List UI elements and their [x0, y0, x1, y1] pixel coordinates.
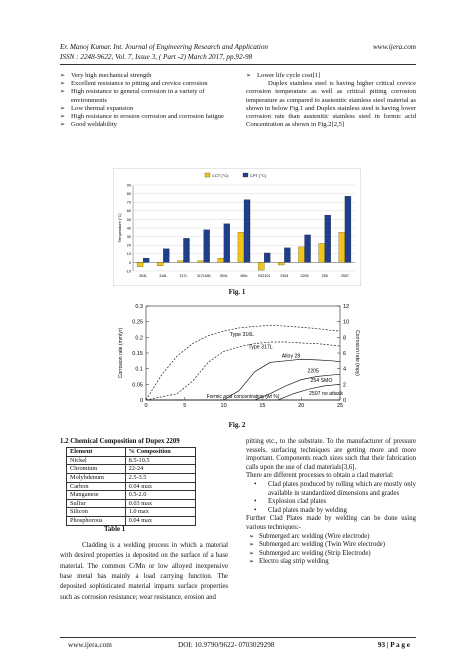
y-right-tick-label: 12	[343, 304, 350, 310]
y-axis-label: Corrosion rate (mm/yr)	[118, 327, 124, 379]
legend-label: CCT (°C)	[212, 173, 229, 178]
table-cell: Sulfur	[67, 499, 126, 508]
x-tick-label: 0	[144, 403, 148, 409]
list-item: ➢ Submerged arc welding (Wire electrode)	[246, 533, 416, 542]
bar	[305, 235, 311, 263]
y-right-tick-label: 10	[343, 319, 350, 326]
y-axis-label: Temperature (°C)	[118, 213, 122, 243]
bar	[345, 196, 351, 262]
y-right-tick-label: 2	[343, 382, 347, 389]
table-cell: Chromium	[67, 465, 126, 474]
journal-website: www.ijera.com	[373, 43, 416, 51]
table-cell: Molybdenum	[67, 473, 126, 482]
table-cell: Nickel	[67, 456, 126, 465]
table-row	[67, 508, 196, 517]
x-tick-label: 20	[298, 403, 305, 409]
table-row	[67, 482, 196, 491]
figure-1-caption: Fig. 1	[228, 288, 246, 296]
table-cell: 0.04 max	[125, 516, 195, 525]
table-cell: Silicon	[67, 508, 126, 517]
footer-doi: DOI: 10.9790/9622- 0703029298	[178, 641, 275, 649]
bar	[177, 261, 183, 263]
x-tick-label: 25	[336, 403, 344, 409]
table-cell: 0.04 max	[125, 482, 195, 491]
header-rule	[60, 64, 416, 65]
list-item: • Explosion clad plates	[246, 498, 416, 507]
paragraph: Cladding is a welding process in which a material with desired properties is deposited on the surface of a base material. The common C/Mn or low alloyed inexpensive base metal has mainly a load carrying function. The deposited sophisticated material imparts surface properties such as corrosion resistance; wear resistance, erosion and	[60, 541, 228, 601]
y-tick-label: 20	[126, 243, 131, 248]
bar	[218, 258, 224, 262]
table-cell: Carbon	[67, 482, 126, 491]
bar	[204, 230, 210, 263]
list-item: ➢ High resistance to erosion corrosion and corrosion fatigue	[60, 113, 228, 121]
y-tick-label: 90	[126, 183, 131, 188]
y-right-axis-label: Corrosion rate (mpy)	[354, 330, 360, 376]
y-right-tick-label: 6	[343, 351, 347, 357]
series-label: 2205	[307, 368, 319, 375]
list-item: ➢ Good weldability	[60, 121, 228, 129]
table-cell: 0.03 max	[125, 499, 195, 508]
table-cell: Phosphorous	[67, 516, 126, 525]
y-tick-label: 30	[126, 235, 131, 239]
paragraph: There are different processes to obtain a clad material:	[246, 472, 394, 480]
paragraph: Further Clad Plates made by welding can be done using various techniques:-	[246, 515, 416, 531]
bar	[258, 262, 264, 270]
y-tick-label: 50	[126, 217, 131, 222]
x-axis-label: Formic acid concentration (wt %)	[206, 394, 280, 400]
page-footer	[60, 637, 416, 652]
table-cell: 1.0 max	[125, 508, 195, 517]
x-tick-label: 904L	[219, 274, 228, 278]
x-tick-label: 15	[259, 403, 266, 409]
table-cell: 0.5-2.0	[125, 491, 195, 500]
bar	[325, 215, 331, 262]
list-item: ➢ Low thermal expansion	[60, 105, 228, 113]
bar	[339, 232, 345, 262]
properties-list	[60, 72, 228, 129]
list-item: ➢ Electro slag strip welding	[246, 558, 416, 567]
x-tick-label: 2304	[280, 274, 289, 278]
y-right-tick-label: 0	[343, 398, 347, 404]
bar	[157, 262, 163, 265]
paragraph: Duplex stainless steel is having higher critical crevice corrosion temperature as well as critical pitting corrosion temperature as compared to austenitic stainless steel material as shown in below Fig.1 and Duplex stainless steel is having lower corrosion rate than austenitic stainless steel in formic acid Concentration as shown in Fig.2[2,5]	[246, 80, 416, 129]
y-tick-label: 60	[126, 209, 131, 214]
series-label: 254 SMO	[310, 377, 333, 384]
bar	[183, 238, 189, 262]
bar	[198, 261, 204, 263]
bar	[264, 253, 270, 262]
x-tick-label: 6Mo	[240, 274, 248, 278]
bar	[143, 258, 149, 262]
bar	[284, 248, 290, 263]
series-label: Type 316L	[229, 331, 255, 338]
bar	[278, 262, 284, 265]
y-tick-label: 80	[126, 192, 131, 196]
list-item: ➢ Excellent resistance to pitting and crevice corrosion	[60, 80, 228, 88]
y-tick-label: 40	[126, 226, 131, 231]
y-tick-label: 0.3	[135, 304, 143, 310]
line-chart	[112, 300, 362, 414]
column-header: % Composition	[125, 448, 195, 457]
table-cell: 8.5-10.5	[125, 456, 195, 465]
y-tick-label: 0.2	[135, 335, 143, 342]
journal-citation: Er. Manoj Kumar. Int. Journal of Engineering Research and Application	[60, 43, 269, 51]
composition-section	[60, 438, 228, 603]
list-item: ➢ Submerged arc welding (Twin Wire electrode)	[246, 541, 416, 550]
table-row	[67, 465, 196, 474]
list-item: ➢ Very high mechanical strength	[60, 72, 228, 80]
table-cell: 22-24	[125, 465, 195, 474]
x-tick-label: 304L	[139, 274, 148, 278]
y-tick-label: 10	[126, 252, 131, 257]
y-tick-label: 0.15	[132, 351, 143, 357]
x-tick-label: 255	[321, 274, 328, 278]
table-caption: Table 1	[104, 525, 126, 533]
bar	[224, 224, 230, 263]
series-label: 2507 no attack	[308, 390, 344, 397]
bar	[244, 200, 250, 263]
footer-website: www.ijera.com	[68, 641, 112, 649]
list-item: ➢ Submerged arc welding (Strip Electrode)	[246, 550, 416, 559]
section-heading: 1.2 Chemical Composition of Dupex 2209	[60, 438, 180, 445]
list-item: ➢ High resistance to general corrosion in a variety of environments	[60, 88, 228, 104]
figure-2	[112, 300, 362, 414]
table-cell: Manganese	[67, 491, 126, 500]
y-tick-label: 0.05	[132, 382, 143, 389]
table-row	[67, 516, 196, 525]
legend-swatch	[243, 173, 248, 177]
bar-chart	[113, 168, 361, 286]
table-row	[67, 456, 196, 465]
table-header-row	[67, 448, 196, 457]
bar	[298, 247, 304, 262]
intro-right-column	[246, 72, 416, 129]
y-right-tick-label: 4	[343, 366, 347, 373]
x-tick-label: S32101	[257, 274, 271, 278]
x-tick-label: 10	[220, 403, 227, 409]
journal-issn: ISSN : 2248-9622, Vol. 7, Issue 3, ( Part -2) March 2017, pp.92-98	[60, 53, 253, 61]
page-number: 93 | P a g e	[377, 641, 410, 649]
cladding-right-column	[246, 438, 416, 567]
y-tick-label: 0	[128, 260, 131, 265]
y-tick-label: 70	[126, 200, 131, 205]
y-tick-label: -10	[125, 269, 131, 274]
composition-table	[66, 447, 196, 525]
journal-header	[60, 42, 416, 62]
x-tick-label: 317LMN	[196, 274, 211, 278]
figure-1	[113, 168, 361, 286]
paragraph: pitting etc., to the substrate. To the manufacturer of pressure vessels, surfacing techniques are getting more and more important. Components reach sizes such that their fabrication calls upon the use of clad materials[3,6].	[246, 438, 416, 471]
bar	[137, 262, 143, 266]
x-tick-label: 5	[183, 403, 187, 409]
table-row	[67, 491, 196, 500]
y-tick-label: 0.25	[132, 319, 143, 326]
y-tick-label: 0	[139, 398, 143, 404]
x-tick-label: 316L	[159, 274, 168, 278]
list-item: • Clad plates produced by rolling which are mostly only available in standardized dimensions and grades	[246, 481, 416, 498]
legend-label: CPT (°C)	[250, 173, 267, 178]
y-tick-label: 0.1	[135, 366, 143, 373]
x-tick-label: 317L	[179, 274, 188, 278]
list-item: ➢ Lower life cycle cost[1]	[246, 72, 416, 80]
table-row	[67, 499, 196, 508]
figure-2-caption: Fig. 2	[228, 421, 246, 429]
chart-frame	[113, 168, 361, 286]
y-right-tick-label: 8	[343, 335, 347, 342]
table-row	[67, 473, 196, 482]
x-tick-label: 2507	[340, 274, 349, 278]
table-cell: 2.5-3.5	[125, 473, 195, 482]
series-label: Type 317L	[248, 344, 273, 351]
list-item: • Clad plates made by welding	[246, 507, 416, 516]
bar	[238, 232, 244, 262]
column-header: Element	[67, 448, 126, 457]
series-label: Alloy 28	[281, 353, 301, 360]
bar	[319, 243, 325, 262]
x-tick-label: 2205	[300, 274, 309, 278]
bar	[163, 249, 169, 263]
legend-swatch	[205, 173, 210, 177]
